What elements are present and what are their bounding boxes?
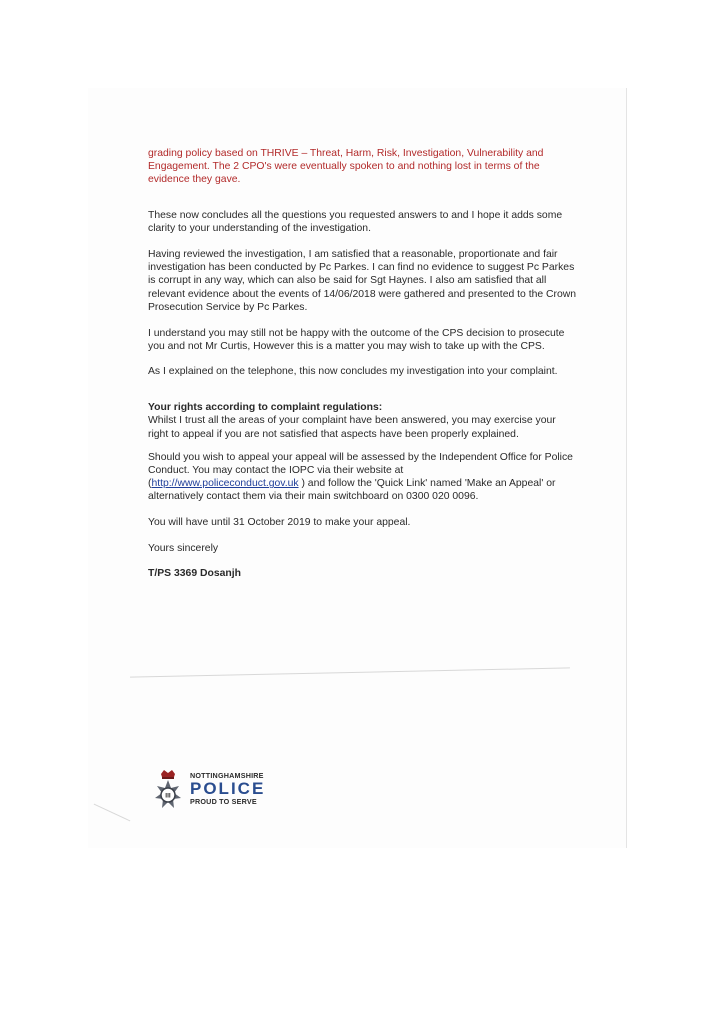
appeal-paragraph <box>148 451 578 504</box>
iopc-website-link[interactable]: http://www.policeconduct.gov.uk <box>151 478 299 490</box>
concludes-paragraph: These now concludes all the questions you requested answers to and I hope it adds some clarity to your understanding of the investigation. <box>148 210 563 235</box>
nottinghamshire-police-logo <box>148 768 278 818</box>
logo-county: NOTTINGHAMSHIRE <box>190 771 264 780</box>
logo-text <box>190 771 265 806</box>
rights-heading: Your rights according to complaint regulations: <box>148 402 383 414</box>
logo-tagline: PROUD TO SERVE <box>190 797 257 806</box>
rights-section <box>148 401 578 441</box>
telephone-paragraph: As I explained on the telephone, this now concludes my investigation into your complaint. <box>148 366 558 378</box>
appeal-text-1: Should you wish to appeal your appeal will be assessed by the Independent Office for Police Conduct. You may contact the IOPC via their website at <box>148 451 573 476</box>
continuation-paragraph: grading policy based on THRIVE – Threat, Harm, Risk, Investigation, Vulnerability and Engagement. The 2 CPO's were eventually spoken to and nothing lost in terms of the evidence they gave. <box>148 148 544 186</box>
appeal-link-open: ( <box>148 478 152 490</box>
rights-text: Whilst I trust all the areas of your complaint have been answered, you may exercise your right to appeal if you are not satisfied that aspects have been properly explained. <box>148 415 556 440</box>
closing: Yours sincerely <box>148 542 219 554</box>
signature: T/PS 3369 Dosanjh <box>148 568 241 580</box>
deadline-paragraph: You will have until 31 October 2019 to make your appeal. <box>148 517 411 529</box>
letter-body <box>148 147 578 593</box>
police-badge-icon <box>148 768 188 816</box>
svg-text:III: III <box>165 792 171 800</box>
review-paragraph: Having reviewed the investigation, I am satisfied that a reasonable, proportionate and fair investigation has been conducted by Pc Parkes. I can find no evidence to suggest Pc Parkes is corrupt in any way, which can also be said for Sgt Haynes. I also am satisfied that all relevant evidence about the events of 14/06/2018 were gathered and presented to the Crown Prosecution Service by Pc Parkes. <box>148 249 577 313</box>
logo-police-wordmark: POLICE <box>190 779 266 798</box>
appeal-text-2: ) and follow the 'Quick Link' named 'Make an Appeal' or alternatively contact them via their main switchboard on 0300 020 0096. <box>148 478 556 503</box>
cps-paragraph: I understand you may still not be happy with the outcome of the CPS decision to prosecute you and not Mr Curtis, However this is a matter you may wish to take up with the CPS. <box>148 327 565 352</box>
